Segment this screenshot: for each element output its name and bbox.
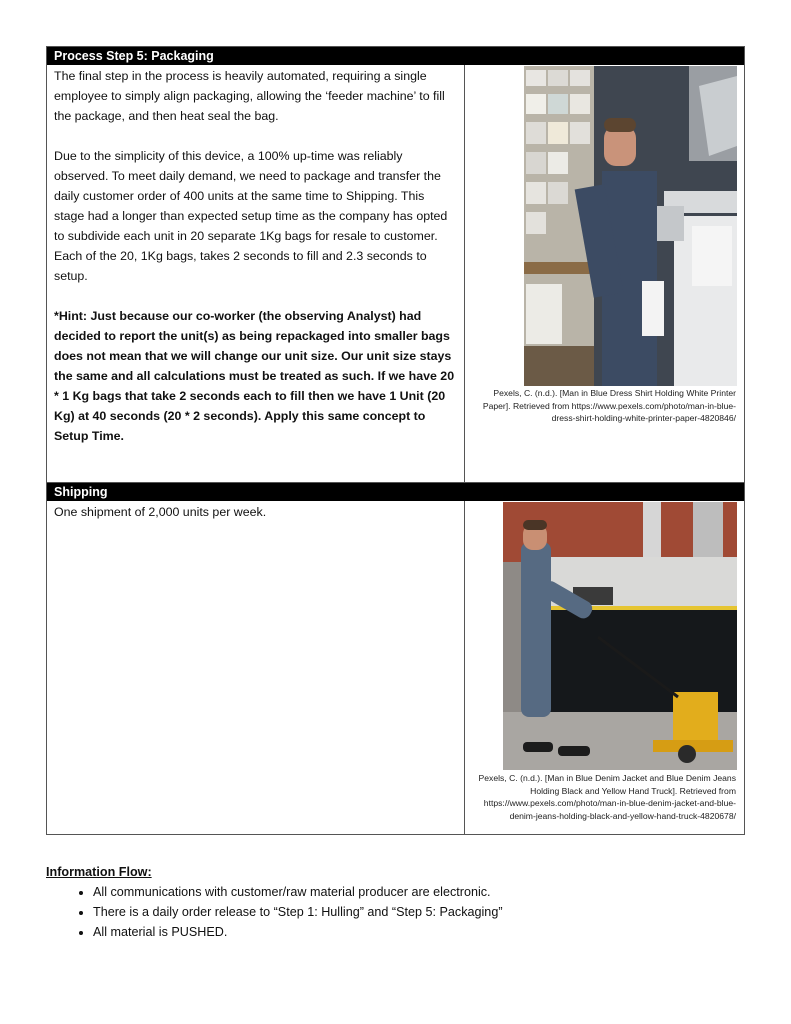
packaging-worker-photo bbox=[524, 66, 737, 386]
packaging-hint: *Hint: Just because our co-worker (the observing Analyst) had decided to report the unit(s) as being repackaged into smaller bags does not mean that we will change our unit size. Our unit size stays the same and all calculations must be treated as such. If we have 20 * 1 Kg bags that take 2 seconds each to fill then we have 1 Unit (20 Kg) at 40 seconds (20 * 2 seconds). Apply this same concept to Setup Time. bbox=[54, 309, 455, 443]
shipping-header: Shipping bbox=[47, 483, 744, 501]
packaging-text-cell bbox=[47, 65, 465, 482]
packaging-paragraph-2: Due to the simplicity of this device, a 100% up-time was reliably observed. To meet daily demand, we need to package and transfer the daily customer order of 400 units at the same time to Shipping. This stage had a longer than expected setup time as the company has opted to subdivide each unit in 20 separate 1Kg bags for resale to customer. Each of the 20, 1Kg bags, takes 2 seconds to fill and 2.3 seconds to setup. bbox=[54, 149, 448, 283]
list-item: • All communications with customer/raw material producer are electronic. bbox=[93, 882, 746, 902]
shipping-row bbox=[47, 501, 744, 834]
information-flow-title: Information Flow: bbox=[46, 865, 152, 879]
list-item: • All material is PUSHED. bbox=[93, 922, 746, 942]
shipping-image-cell bbox=[465, 501, 744, 834]
shipping-photo-caption: Pexels, C. (n.d.). [Man in Blue Denim Jacket and Blue Denim Jeans Holding Black and Yellow Hand Truck]. Retrieved from https://www.pexels.com/photo/man-in-blue-denim-jacket-and-blue-denim-jeans-holding-black-and-yellow-hand-truck-4820678/ bbox=[478, 773, 736, 821]
list-item: • There is a daily order release to “Step 1: Hulling” and “Step 5: Packaging” bbox=[93, 902, 746, 922]
packaging-photo-caption: Pexels, C. (n.d.). [Man in Blue Dress Shirt Holding White Printer Paper]. Retrieved from https://www.pexels.com/photo/man-in-blue-dress-shirt-holding-white-printer-paper-4820846/ bbox=[482, 388, 736, 423]
information-flow bbox=[46, 862, 746, 942]
shipping-table bbox=[46, 482, 745, 835]
packaging-image-cell bbox=[465, 65, 744, 482]
shipping-worker-photo bbox=[503, 502, 737, 770]
packaging-header: Process Step 5: Packaging bbox=[47, 47, 744, 65]
information-flow-list bbox=[46, 882, 746, 942]
packaging-row bbox=[47, 65, 744, 482]
packaging-paragraph-1: The final step in the process is heavily automated, requiring a single employee to simply align packaging, allowing the ‘feeder machine’ to fill the package, and then heat seal the bag. bbox=[54, 69, 445, 123]
packaging-table bbox=[46, 46, 745, 483]
shipping-text: One shipment of 2,000 units per week. bbox=[54, 505, 267, 519]
shipping-text-cell bbox=[47, 501, 465, 834]
